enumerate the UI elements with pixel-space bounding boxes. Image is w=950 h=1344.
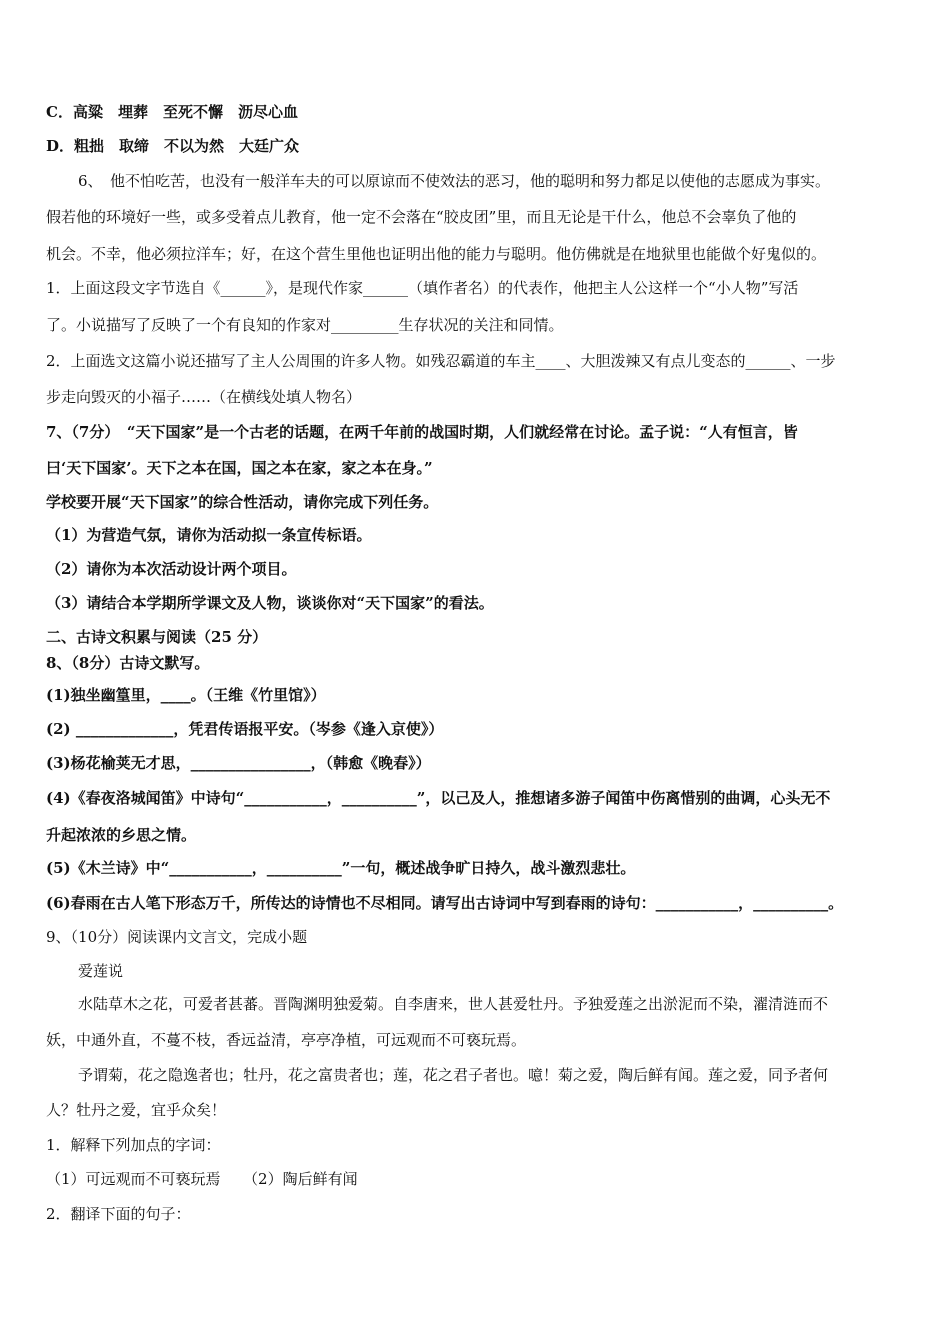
text-line: (2) _____________，凭君传语报平安。（岑参《逢入京使》） (46, 720, 444, 738)
text-line: 8、（8分）古诗文默写。 (46, 654, 210, 672)
text-line: 学校要开展“天下国家”的综合性活动，请你完成下列任务。 (46, 493, 439, 511)
text-line: 步走向毁灭的小福子……（在横线处填人物名） (46, 388, 362, 406)
text-line: 1．上面这段文字节选自《______》，是现代作家______（填作者名）的代表作，他把主人公这样一个“小人物”写活 (46, 279, 799, 297)
text-line: 1．解释下列加点的字词： (46, 1136, 221, 1154)
text-line: 7、（7分） “天下国家”是一个古老的话题，在两千年前的战国时期，人们就经常在讨论。孟子说：“人有恒言，皆 (46, 423, 798, 441)
text-line: 爱莲说 (78, 962, 124, 980)
text-line: (3)杨花榆荚无才思，________________，（韩愈《晚春》） (46, 754, 431, 772)
text-line: (5)《木兰诗》中“___________，__________”一句，概述战争旷日持久，战斗激烈悲壮。 (46, 859, 636, 877)
text-line: 2．上面选文这篇小说还描写了主人公周围的许多人物。如残忍霸道的车主____、大胆泼辣又有点儿变态的______、一步 (46, 352, 836, 370)
text-line: 假若他的环境好一些，或多受着点儿教育，他一定不会落在“胶皮团”里，而且无论是干什么，他总不会辜负了他的 (46, 208, 797, 226)
text-line: 机会。不幸，他必须拉洋车；好，在这个营生里他也证明出他的能力与聪明。他仿佛就是在地狱里也能做个好鬼似的。 (46, 245, 827, 263)
text-line: （1）可远观而不可亵玩焉 （2）陶后鲜有闻 (46, 1170, 358, 1188)
text-line: （3）请结合本学期所学课文及人物，谈谈你对“天下国家”的看法。 (46, 594, 494, 612)
text-line: D．粗拙 取缔 不以为然 大廷广众 (46, 137, 300, 155)
text-line: 曰‘天下国家’。天下之本在国，国之本在家，家之本在身。” (46, 459, 433, 477)
text-line: 予谓菊，花之隐逸者也；牡丹，花之富贵者也；莲，花之君子者也。噫！菊之爱，陶后鲜有闻。莲之爱，同予者何 (78, 1066, 829, 1084)
text-line: 6、 他不怕吃苦，也没有一般洋车夫的可以原谅而不使效法的恶习，他的聪明和努力都足以使他的志愿成为事实。 (78, 172, 831, 190)
text-line: 妖，中通外直，不蔓不枝，香远益清，亭亭净植，可远观而不可亵玩焉。 (46, 1031, 527, 1049)
text-line: 人？牡丹之爱，宜乎众矣！ (46, 1101, 227, 1119)
text-line: （1）为营造气氛，请你为活动拟一条宣传标语。 (46, 526, 372, 544)
text-line: 二、古诗文积累与阅读（25 分） (46, 628, 268, 646)
text-line: 9、（10分）阅读课内文言文，完成小题 (46, 928, 308, 946)
text-line: 了。小说描写了反映了一个有良知的作家对_________生存状况的关注和同情。 (46, 316, 564, 334)
text-line: (6)春雨在古人笔下形态万千，所传达的诗情也不尽相同。请写出古诗词中写到春雨的诗句：___________，__________。 (46, 894, 844, 912)
text-line: C．高粱 埋葬 至死不懈 沥尽心血 (46, 103, 298, 121)
text-line: (1)独坐幽篁里，____。（王维《竹里馆》） (46, 686, 326, 704)
text-line: 2．翻译下面的句子： (46, 1205, 191, 1223)
text-line: 升起浓浓的乡思之情。 (46, 826, 197, 844)
text-line: 水陆草木之花，可爱者甚蕃。晋陶渊明独爱菊。自李唐来，世人甚爱牡丹。予独爱莲之出淤泥而不染，濯清涟而不 (78, 995, 829, 1013)
text-line: （2）请你为本次活动设计两个项目。 (46, 560, 297, 578)
text-line: (4)《春夜洛城闻笛》中诗句“___________，__________”，以己及人，推想诸多游子闻笛中伤离惜别的曲调，心头无不 (46, 789, 831, 807)
